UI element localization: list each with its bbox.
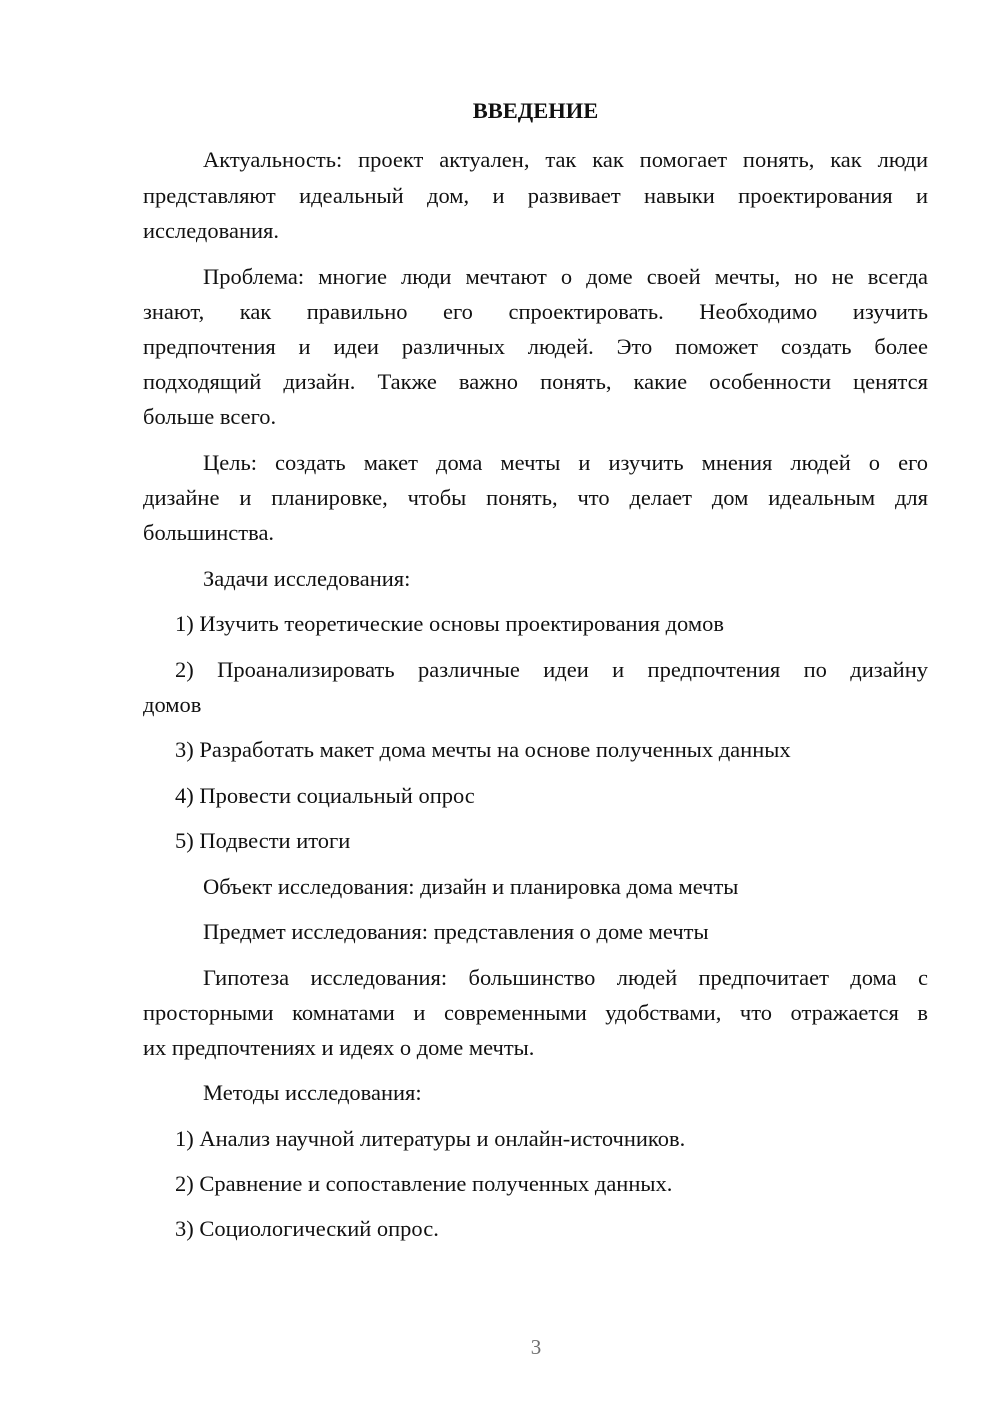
- relevance-line-3: исследования.: [143, 218, 279, 243]
- goal-line-1: Цель: создать макет дома мечты и изучить мнения людей о его: [203, 450, 928, 475]
- goal-line-2: дизайне и планировке, чтобы понять, что делает дом идеальным для: [143, 485, 928, 510]
- hypothesis-line-2: просторными комнатами и современными удобствами, что отражается в: [143, 1000, 928, 1025]
- task-item-3: 3) Разработать макет дома мечты на основе полученных данных: [175, 737, 791, 762]
- problem-line-2: знают, как правильно его спроектировать. Необходимо изучить: [143, 299, 928, 324]
- problem-line-5: больше всего.: [143, 404, 277, 429]
- task-item-5: 5) Подвести итоги: [175, 828, 351, 853]
- research-subject: Предмет исследования: представления о доме мечты: [203, 919, 709, 944]
- problem-line-3: предпочтения и идеи различных людей. Это поможет создать более: [143, 334, 928, 359]
- task-item-2-continuation: домов: [143, 692, 202, 717]
- tasks-heading: Задачи исследования:: [203, 566, 411, 591]
- relevance-line-2: представляют идеальный дом, и развивает навыки проектирования и: [143, 183, 928, 208]
- goal-line-3: большинства.: [143, 520, 275, 545]
- task-item-4: 4) Провести социальный опрос: [175, 783, 475, 808]
- page-number: 3: [530, 1335, 542, 1359]
- methods-heading: Методы исследования:: [203, 1080, 422, 1105]
- hypothesis-line-1: Гипотеза исследования: большинство людей предпочитает дома с: [203, 965, 928, 990]
- method-item-3: 3) Социологический опрос.: [175, 1216, 439, 1241]
- method-item-2: 2) Сравнение и сопоставление полученных данных.: [175, 1171, 673, 1196]
- method-item-1: 1) Анализ научной литературы и онлайн-источников.: [175, 1126, 686, 1151]
- problem-line-4: подходящий дизайн. Также важно понять, какие особенности ценятся: [143, 369, 928, 394]
- relevance-line-1: Актуальность: проект актуален, так как помогает понять, как люди: [203, 147, 928, 172]
- research-object: Объект исследования: дизайн и планировка дома мечты: [203, 874, 739, 899]
- task-item-1: 1) Изучить теоретические основы проектирования домов: [175, 611, 724, 636]
- problem-line-1: Проблема: многие люди мечтают о доме своей мечты, но не всегда: [203, 264, 928, 289]
- task-item-2: 2) Проанализировать различные идеи и предпочтения по дизайну: [175, 657, 928, 682]
- page-title: ВВЕДЕНИЕ: [472, 98, 599, 123]
- hypothesis-line-3: их предпочтениях и идеях о доме мечты.: [143, 1035, 535, 1060]
